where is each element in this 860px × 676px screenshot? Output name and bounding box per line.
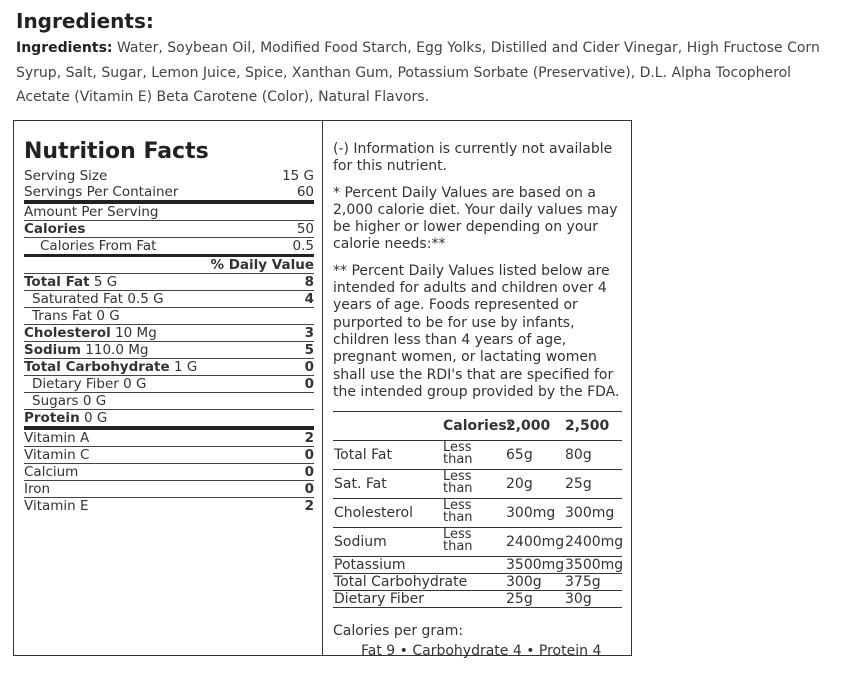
calories-row (24, 221, 314, 238)
vitamin-dv: 2 (304, 498, 314, 514)
nutrition-facts-title: Nutrition Facts (24, 139, 209, 164)
dietary-fiber-label: Dietary Fiber (32, 376, 119, 392)
vitamin-dv: 0 (304, 481, 314, 497)
trans-fat-label: Trans Fat (32, 308, 93, 324)
dv-table-row (333, 528, 622, 557)
total-carbohydrate-dv: 0 (304, 359, 314, 375)
dv-row-qualifier: Less than (443, 527, 473, 554)
dv-table-row (333, 441, 622, 470)
nutrition-facts (24, 138, 314, 514)
vitamin-row (24, 430, 314, 447)
dv-row-label: Sat. Fat (334, 476, 387, 492)
dv-row-c2: 2400mg (565, 534, 624, 550)
dv-table-simple-row (333, 574, 622, 591)
vitamin-row (24, 447, 314, 464)
calories-per-gram (333, 621, 622, 661)
ingredients-heading: Ingredients: (16, 9, 154, 33)
dv-row-label: Total Fat (334, 447, 392, 463)
dietary-fiber-dv: 0 (304, 376, 314, 392)
dietary-fiber-row (24, 376, 314, 393)
dv-row-c1: 2400mg (506, 534, 565, 550)
dv-table-header (333, 412, 622, 441)
dv-row-label: Cholesterol (334, 505, 414, 521)
vitamin-row (24, 481, 314, 498)
dv-row-c2: 300mg (565, 505, 615, 521)
daily-value-header: % Daily Value (210, 257, 314, 273)
dv-header-label: Calories: (443, 418, 513, 434)
dv-header-c1: 2,000 (506, 418, 551, 434)
sodium-dv: 5 (304, 342, 314, 358)
percent-dv-note: * Percent Daily Values are based on a 2,000 calorie diet. Your daily values may be higher or lower depending on your calorie needs:** (333, 184, 618, 253)
dv-table-row (333, 499, 622, 528)
cholesterol-dv: 3 (304, 325, 314, 341)
sodium-amount: 110.0 Mg (85, 342, 149, 358)
dv-row-qualifier: Less than (443, 498, 473, 525)
vitamin-label: Vitamin C (24, 447, 90, 463)
dv-table-simple-row (333, 591, 622, 608)
protein-amount: 0 G (83, 410, 108, 426)
vitamin-dv: 0 (304, 464, 314, 480)
calories-from-fat-row (24, 238, 314, 257)
dv-row-c1: 300mg (506, 505, 556, 521)
saturated-fat-row (24, 291, 314, 308)
calories-per-gram-values: Fat 9 • Carbohydrate 4 • Protein 4 (361, 643, 602, 659)
total-carbohydrate-label: Total Carbohydrate (24, 359, 170, 375)
daily-values-table (333, 411, 622, 661)
saturated-fat-dv: 4 (304, 291, 314, 307)
serving-size-row (24, 168, 314, 184)
dv-row-c2: 30g (565, 591, 592, 607)
trans-fat-row (24, 308, 314, 325)
protein-label: Protein (24, 410, 80, 426)
dv-row-c2: 80g (565, 447, 592, 463)
vitamin-label: Iron (24, 481, 51, 497)
servings-per-container-value: 60 (296, 184, 314, 200)
dv-row-label: Potassium (334, 557, 406, 573)
dv-table-simple-row (333, 557, 622, 574)
sugars-label: Sugars (32, 393, 79, 409)
sodium-label: Sodium (24, 342, 81, 358)
vitamin-label: Vitamin A (24, 430, 90, 446)
total-fat-row (24, 274, 314, 291)
cholesterol-amount: 10 Mg (115, 325, 157, 341)
ingredients-list: Water, Soybean Oil, Modified Food Starch, Egg Yolks, Distilled and Cider Vinegar, High Fructose Corn Syrup, Salt, Sugar, Lemon Juice, Spice, Xanthan Gum, Potassium Sorbate (Preservative), D.L. Alpha Tocopherol Acetate (Vitamin E) Beta Carotene (Color), Natural Flavors. (16, 40, 820, 105)
calories-value: 50 (296, 221, 314, 237)
cholesterol-row (24, 325, 314, 342)
vitamin-dv: 0 (304, 447, 314, 463)
daily-value-header-row (24, 257, 314, 274)
dv-row-c1: 20g (506, 476, 533, 492)
total-fat-label: Total Fat (24, 274, 90, 290)
sugars-amount: 0 G (82, 393, 107, 409)
ingredients-label: Ingredients: (16, 40, 113, 56)
calories-per-gram-label: Calories per gram: (333, 623, 464, 639)
total-carbohydrate-row (24, 359, 314, 376)
vitamin-row (24, 498, 314, 514)
dv-table-row (333, 470, 622, 499)
dv-row-label: Dietary Fiber (334, 591, 425, 607)
dv-row-label: Total Carbohydrate (334, 574, 468, 590)
dv-row-c2: 375g (565, 574, 601, 590)
calories-label: Calories (24, 221, 86, 237)
dv-row-qualifier: Less than (443, 469, 473, 496)
serving-size-label: Serving Size (24, 168, 108, 184)
dv-row-label: Sodium (334, 534, 387, 550)
cholesterol-label: Cholesterol (24, 325, 111, 341)
notes-column (333, 141, 623, 410)
trans-fat-amount: 0 G (96, 308, 120, 324)
dv-row-c1: 25g (506, 591, 533, 607)
dv-header-c2: 2,500 (565, 418, 610, 434)
saturated-fat-label: Saturated Fat (32, 291, 124, 307)
vitamin-label: Vitamin E (24, 498, 89, 514)
serving-size-value: 15 G (282, 168, 314, 184)
dv-row-qualifier: Less than (443, 440, 473, 467)
vitamin-dv: 2 (304, 430, 314, 446)
percent-dv-listed-note: ** Percent Daily Values listed below are intended for adults and children over 4 years of age. Foods represented or purported to be for use by infants, children less than 4 years of age, pregnant women, or lactating women shall use the RDI's that are specified for the intended group provided by the FDA. (333, 262, 620, 400)
protein-row (24, 410, 314, 430)
vitamin-row (24, 464, 314, 481)
dietary-fiber-amount: 0 G (123, 376, 147, 392)
amount-per-serving (24, 204, 314, 221)
sugars-row (24, 393, 314, 410)
total-fat-amount: 5 G (93, 274, 118, 290)
calories-from-fat-value: 0.5 (292, 238, 314, 254)
amount-per-serving-label: Amount Per Serving (24, 204, 159, 220)
dv-row-c1: 65g (506, 447, 533, 463)
total-fat-dv: 8 (304, 274, 314, 290)
dv-row-c2: 25g (565, 476, 592, 492)
dv-row-c2: 3500mg (565, 557, 624, 573)
dv-row-c1: 300g (506, 574, 542, 590)
servings-per-container-label: Servings Per Container (24, 184, 179, 200)
vitamin-label: Calcium (24, 464, 79, 480)
ingredients-text (16, 36, 846, 110)
total-carbohydrate-amount: 1 G (173, 359, 198, 375)
dv-row-c1: 3500mg (506, 557, 565, 573)
panel-divider (322, 121, 323, 656)
saturated-fat-amount: 0.5 G (127, 291, 164, 307)
info-unavailable-note: (-) Information is currently not available for this nutrient. (333, 141, 613, 175)
sodium-row (24, 342, 314, 359)
calories-from-fat-label: Calories From Fat (40, 238, 157, 254)
servings-per-container-row (24, 184, 314, 204)
